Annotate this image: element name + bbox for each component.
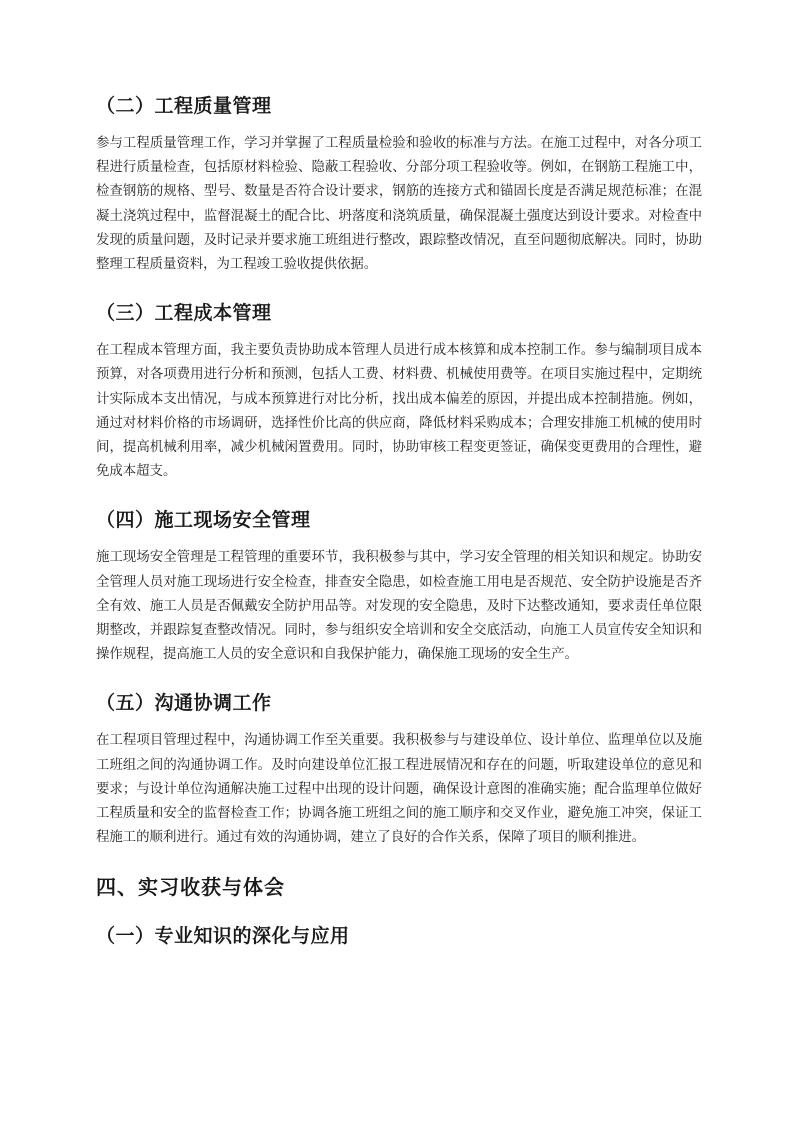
chapter-heading: 四、实习收获与体会 [96, 875, 285, 900]
sub-heading: （一）专业知识的深化与应用 [96, 925, 350, 948]
section-heading-quality: （二）工程质量管理 [96, 95, 272, 117]
document-content [96, 92, 702, 962]
section-body-safety: 施工现场安全管理是工程管理的重要环节，我积极参与其中，学习安全管理的相关知识和规定。协助安全管理人员对施工现场进行安全检查，排查安全隐患，如检查施工用电是否规范、安全防护设施是否齐全有效、施工人员是否佩戴安全防护用品等。对发现的安全隐患，及时下达整改通知，要求责任单位限期整改，并跟踪复查整改情况。同时，参与组织安全培训和安全交底活动，向施工人员宣传安全知识和操作规程，提高施工人员的安全意识和自我保护能力，确保施工现场的安全生产。 [96, 550, 702, 663]
section-heading-safety: （四）施工现场安全管理 [96, 509, 311, 532]
section-heading-communication: （五）沟通协调工作 [96, 692, 272, 715]
section-body-communication: 在工程项目管理过程中，沟通协调工作至关重要。我积极参与与建设单位、设计单位、监理单位以及施工班组之间的沟通协调工作。及时向建设单位汇报工程进展情况和存在的问题，听取建设单位的意见和要求；与设计单位沟通解决施工过程中出现的设计问题，确保设计意图的准确实施；配合监理单位做好工程质量和安全的监督检查工作；协调各施工班组之间的施工顺序和交叉作业，避免施工冲突，保证工程施工的顺利进行。通过有效的沟通协调，建立了良好的合作关系，保障了项目的顺利推进。 [96, 733, 702, 846]
section-heading-cost: （三）工程成本管理 [96, 302, 272, 325]
section-body-cost: 在工程成本管理方面，我主要负责协助成本管理人员进行成本核算和成本控制工作。参与编制项目成本预算，对各项费用进行分析和预测，包括人工费、材料费、机械使用费等。在项目实施过程中，定期统计实际成本支出情况，与成本预算进行对比分析，找出成本偏差的原因，并提出成本控制措施。例如，通过对材料价格的市场调研，选择性价比高的供应商，降低材料采购成本；合理安排施工机械的使用时间，提高机械利用率，减少机械闲置费用。同时，协助审核工程变更签证，确保变更费用的合理性，避免成本超支。 [96, 343, 702, 480]
section-body-quality: 参与工程质量管理工作，学习并掌握了工程质量检验和验收的标准与方法。在施工过程中，对各分项工程进行质量检查，包括原材料检验、隐蔽工程验收、分部分项工程验收等。例如，在钢筋工程施工中，检查钢筋的规格、型号、数量是否符合设计要求，钢筋的连接方式和锚固长度是否满足规范标准；在混凝土浇筑过程中，监督混凝土的配合比、坍落度和浇筑质量，确保混凝土强度达到设计要求。对检查中发现的质量问题，及时记录并要求施工班组进行整改，跟踪整改情况，直至问题彻底解决。同时，协助整理工程质量资料，为工程竣工验收提供依据。 [96, 136, 702, 273]
